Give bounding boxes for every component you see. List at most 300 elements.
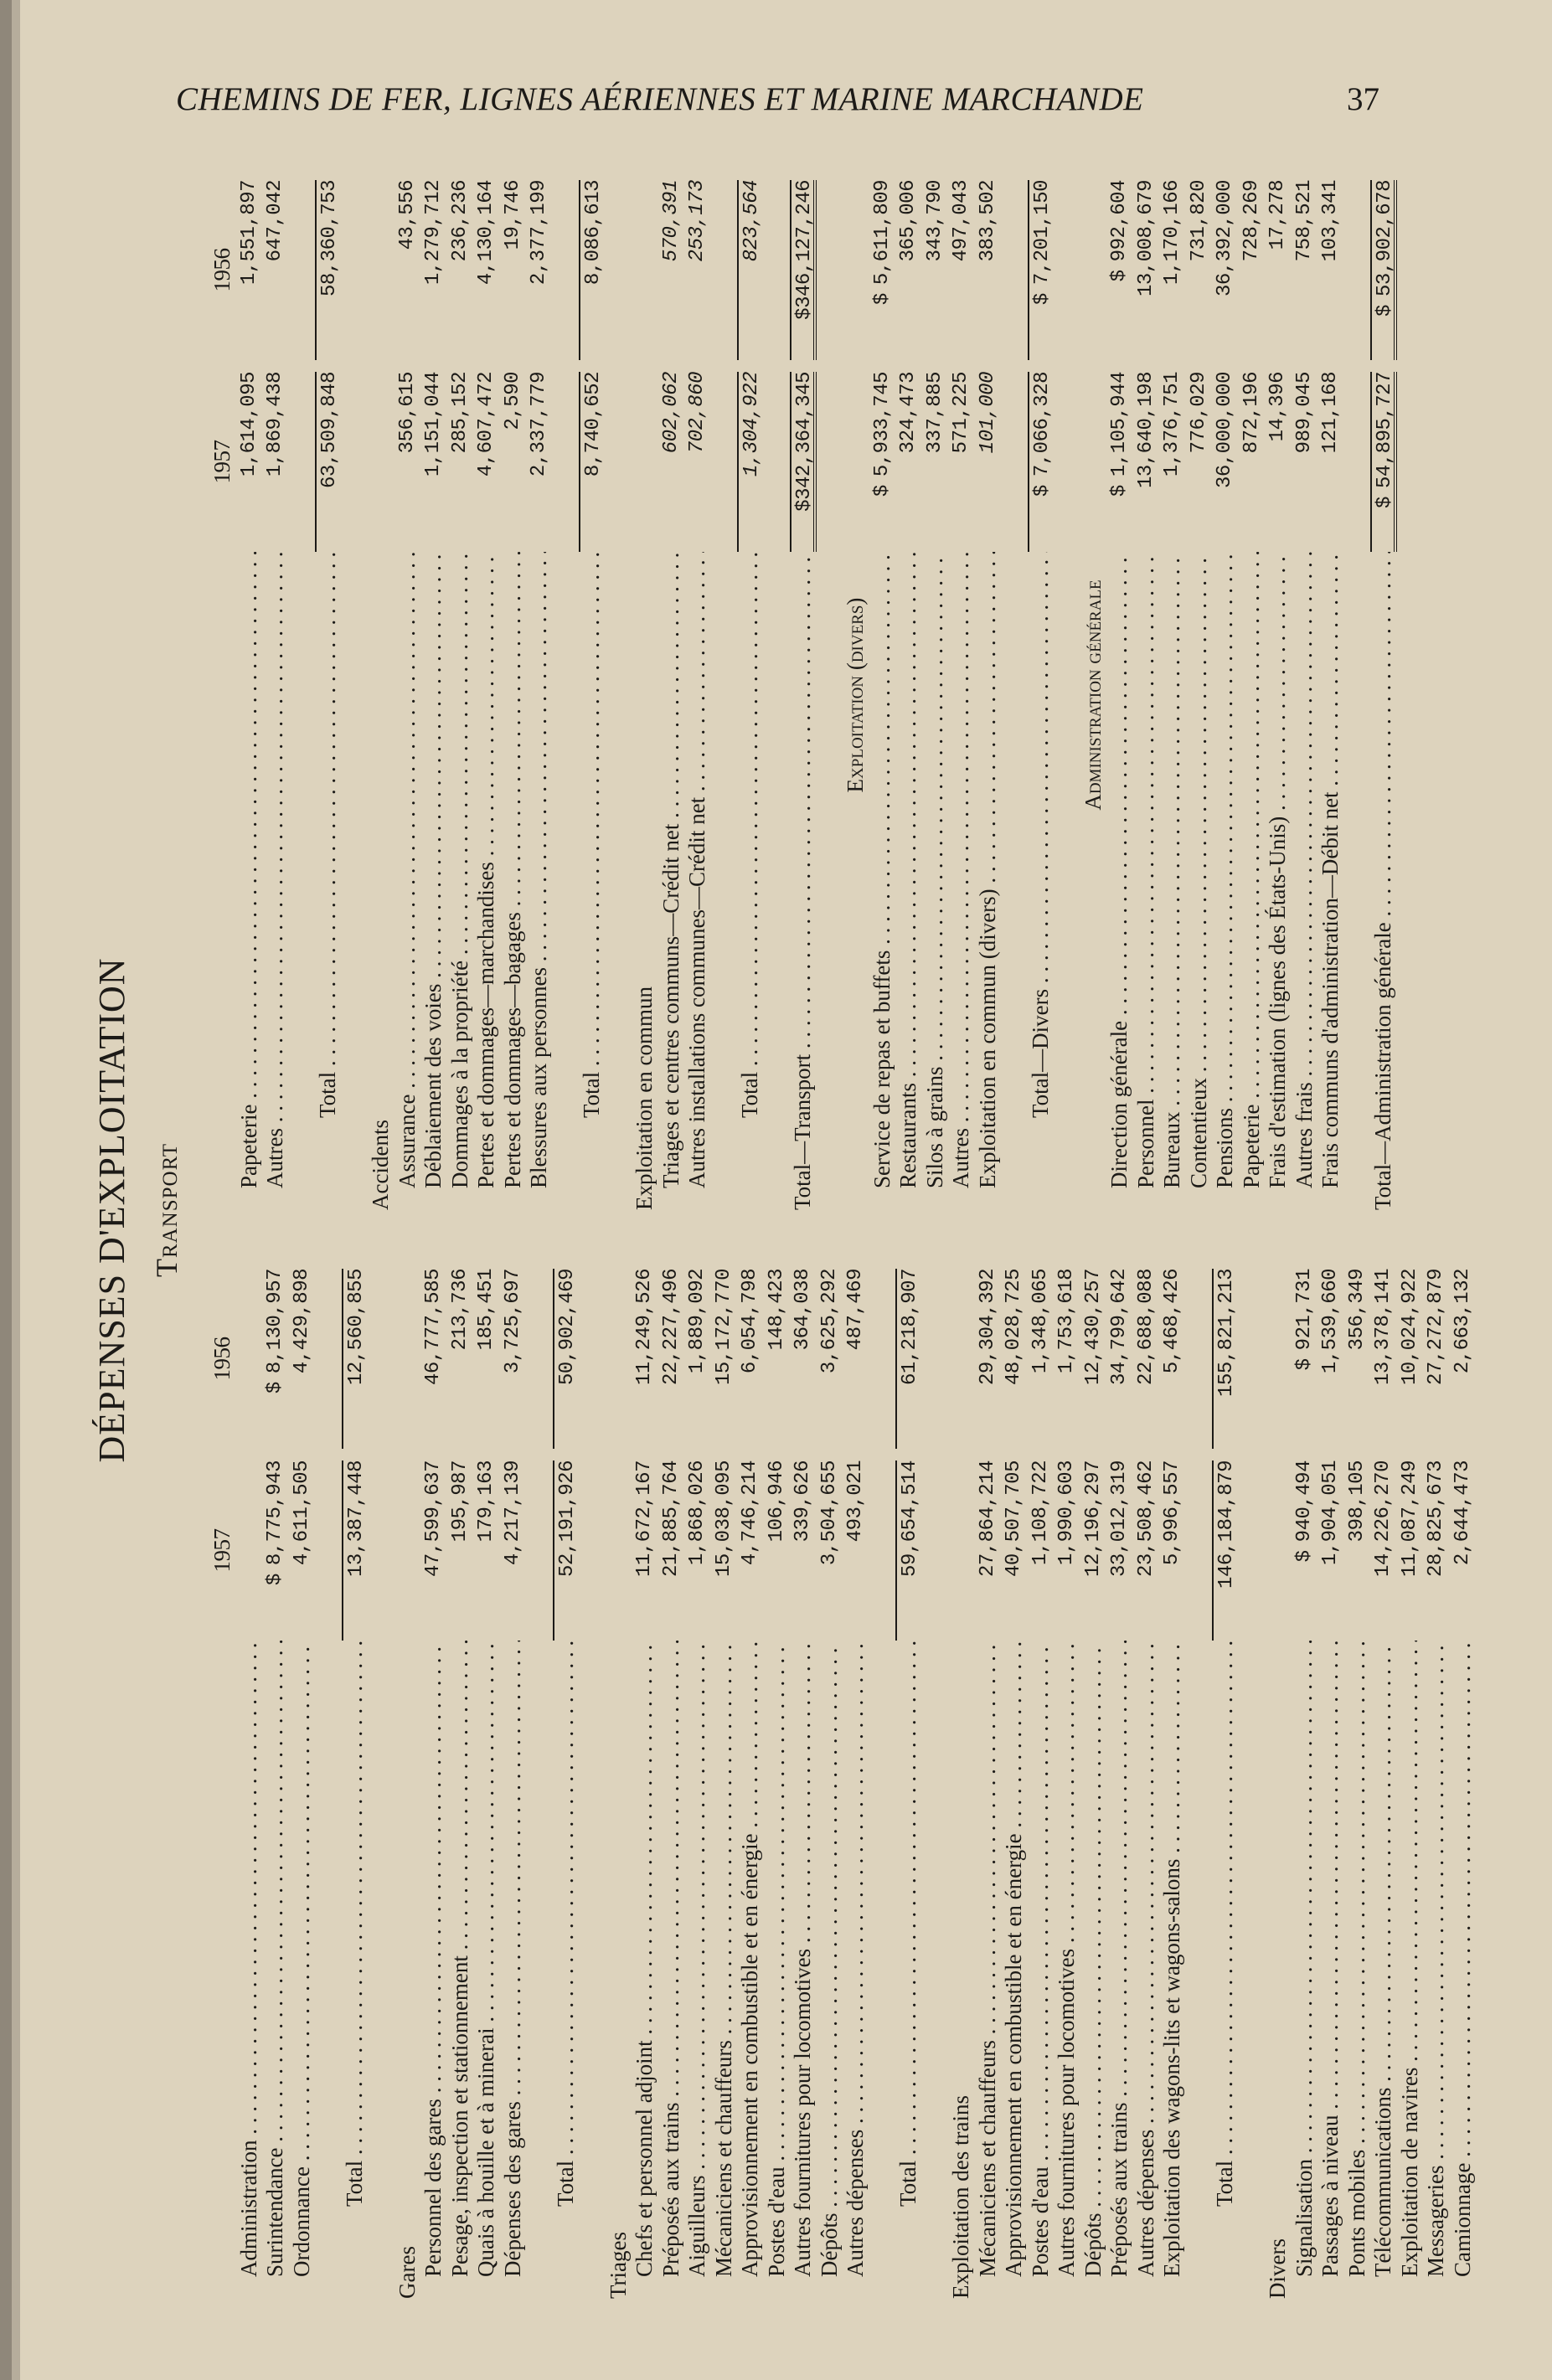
table-row	[420, 180, 447, 1210]
row-spacer	[711, 180, 738, 1210]
value-1956	[1317, 180, 1344, 360]
value-1957	[1106, 1460, 1133, 1641]
amount: 121,168	[1319, 372, 1342, 454]
table-row	[1423, 1269, 1450, 2299]
value-1957	[1344, 1460, 1371, 1641]
table-row	[1397, 1269, 1424, 2299]
value-1957	[922, 372, 949, 552]
table-row	[684, 180, 711, 1210]
row-label: Approvisionnement en combustible et en énergie . . .	[1001, 1641, 1028, 2299]
value-1957	[1133, 372, 1160, 552]
value-1957	[817, 1460, 843, 1641]
table-row	[473, 1269, 500, 2299]
row-label: Ordonnance . . .	[289, 1641, 316, 2299]
amount: 54,895,727	[1374, 372, 1396, 489]
row-label: Autres fournitures pour locomotives . . .	[790, 1641, 817, 2299]
amount: 101,000	[976, 372, 999, 454]
amount: 7,201,150	[1030, 180, 1054, 286]
table-row	[1001, 1269, 1028, 2299]
left-column	[209, 1269, 1476, 2299]
table-row	[473, 180, 500, 1210]
amount: 14,226,270	[1372, 1460, 1395, 1578]
amount: 647,042	[264, 180, 286, 262]
value-1957	[1054, 1460, 1080, 1641]
value-1956	[1239, 180, 1266, 360]
table-row	[500, 1269, 527, 2299]
value-1956	[579, 180, 606, 360]
row-label: Administration générale	[1080, 580, 1106, 811]
value-1956	[843, 1269, 869, 1449]
group-heading	[948, 1269, 975, 2299]
table-row	[764, 1269, 791, 2299]
amount: 1,904,051	[1319, 1460, 1342, 1566]
amount: 6,054,798	[739, 1269, 761, 1374]
amount: 3,625,292	[817, 1269, 841, 1374]
currency-symbol: $	[1030, 293, 1054, 306]
value-1956	[658, 1269, 685, 1449]
table-row	[975, 1269, 1002, 2299]
amount: 1,990,603	[1055, 1460, 1078, 1566]
value-1957	[711, 1460, 738, 1641]
amount: 758,521	[1292, 180, 1316, 262]
row-label: Total—Administration générale . . .	[1370, 552, 1397, 1210]
amount: 324,473	[897, 372, 920, 454]
currency-symbol: $	[1108, 270, 1131, 282]
value-1957	[473, 372, 500, 552]
row-spacer	[342, 180, 369, 1210]
value-1956	[289, 1269, 316, 1449]
total-row	[790, 180, 817, 1210]
row-label: Silos à grains . . .	[922, 552, 949, 1210]
amount: 36,392,000	[1214, 180, 1236, 297]
amount: 1,869,438	[264, 372, 286, 477]
amount: 337,885	[923, 372, 946, 454]
table-row	[262, 1269, 289, 2299]
row-spacer	[817, 180, 843, 1210]
row-label: Total . . .	[579, 552, 606, 1210]
amount: 148,423	[765, 1269, 788, 1351]
row-label: Surintendance . . .	[262, 1641, 289, 2299]
amount: 103,341	[1319, 180, 1342, 262]
row-label: Assurance . . .	[394, 552, 421, 1210]
value-1957	[1028, 372, 1054, 552]
amount: 15,172,770	[712, 1269, 735, 1386]
table-row	[632, 1269, 658, 2299]
row-label: Bureaux . . .	[1159, 552, 1186, 1210]
running-head: CHEMINS DE FER, LIGNES AÉRIENNES ET MARINE MARCHANDE	[176, 81, 1144, 117]
row-spacer	[368, 1269, 394, 2299]
value-1956	[1212, 1269, 1239, 1449]
amount: 59,654,514	[899, 1460, 921, 1578]
value-1957	[1317, 372, 1344, 552]
value-1956	[315, 180, 342, 360]
amount: 398,105	[1345, 1460, 1369, 1543]
amount: 1,151,044	[422, 372, 445, 477]
amount: 63,509,848	[318, 372, 341, 489]
amount: 2,377,199	[528, 180, 550, 286]
page-number: 37	[1347, 81, 1379, 117]
row-label: Frais d'estimation (lignes des États-Unis) . . .	[1265, 552, 1292, 1210]
amount: 365,006	[897, 180, 920, 262]
row-label: Autres installations communes—Crédit net . . .	[684, 552, 711, 1210]
row-label: Postes d'eau . . .	[1028, 1641, 1054, 2299]
value-1956	[711, 1269, 738, 1449]
amount: 872,196	[1240, 372, 1263, 454]
amount: 776,029	[1187, 372, 1210, 454]
value-1957	[1292, 372, 1318, 552]
table-row	[1159, 180, 1186, 1210]
amount: 13,008,679	[1134, 180, 1158, 297]
value-1956	[1397, 1269, 1424, 1449]
row-label: Aiguilleurs . . .	[684, 1641, 711, 2299]
table-title: DÉPENSES D'EXPLOITATION	[91, 957, 132, 1463]
total-row	[895, 1269, 922, 2299]
row-label: Autres . . .	[262, 552, 289, 1210]
amount: 493,021	[844, 1460, 867, 1543]
table-row	[1450, 1269, 1477, 2299]
currency-symbol: $	[1108, 485, 1131, 497]
value-1957	[1001, 1460, 1028, 1641]
amount: 3,504,655	[817, 1460, 841, 1566]
row-label: Total . . .	[895, 1641, 922, 2299]
amount: 2,337,779	[528, 372, 550, 477]
value-1956	[342, 1269, 369, 1449]
row-label: Déblaiement des voies . . .	[420, 552, 447, 1210]
value-1957	[289, 1460, 316, 1641]
amount: $346,127,246	[793, 180, 816, 320]
amount: 155,821,213	[1215, 1269, 1238, 1397]
row-label: Blessures aux personnes . . .	[526, 552, 553, 1210]
section-heading	[843, 180, 869, 1210]
amount: 12,430,257	[1081, 1269, 1105, 1386]
value-1956	[1344, 1269, 1371, 1449]
row-label: Chefs et personnel adjoint . . .	[632, 1641, 658, 2299]
table-row	[948, 180, 975, 1210]
value-1956	[922, 180, 949, 360]
value-1956	[1212, 180, 1239, 360]
row-label: Exploitation en commun	[632, 987, 657, 1210]
table-row	[500, 180, 527, 1210]
row-spacer	[869, 1269, 896, 2299]
value-1956	[1159, 180, 1186, 360]
value-1956	[473, 180, 500, 360]
value-1956	[764, 1269, 791, 1449]
row-label: Exploitation des wagons-lits et wagons-salons . . .	[1159, 1641, 1186, 2299]
amount: 7,066,328	[1030, 372, 1054, 477]
row-spacer	[579, 1269, 606, 2299]
amount: 4,429,898	[290, 1269, 313, 1374]
amount: 53,902,678	[1374, 180, 1396, 297]
row-label: Service de repas et buffets . . .	[869, 552, 896, 1210]
value-1956	[447, 1269, 474, 1449]
amount: 48,028,725	[1003, 1269, 1025, 1386]
row-label: Autres fournitures pour locomotives . . .	[1054, 1641, 1080, 2299]
row-label: Dommages à la propriété . . .	[447, 552, 474, 1210]
row-label: Total—Divers . . .	[1028, 552, 1054, 1210]
row-label: Triages et centres communs—Crédit net . . .	[658, 552, 685, 1210]
value-1956	[1133, 180, 1160, 360]
table-row	[1054, 1269, 1080, 2299]
currency-symbol: $	[1374, 305, 1396, 317]
amount: 12,560,855	[344, 1269, 368, 1386]
row-label: Exploitation (divers)	[843, 597, 868, 793]
amount: 4,607,472	[475, 372, 498, 477]
amount: 989,045	[1292, 372, 1316, 454]
group-heading	[1265, 1269, 1292, 2299]
row-spacer	[1344, 180, 1371, 1210]
value-1957	[420, 1460, 447, 1641]
row-spacer	[1054, 180, 1080, 1210]
row-label: Total—Transport . . .	[790, 552, 817, 1210]
row-label: Postes d'eau . . .	[764, 1641, 791, 2299]
amount: 8,775,943	[264, 1460, 286, 1566]
amount: 571,225	[950, 372, 972, 454]
group-heading	[368, 180, 394, 1210]
table-row	[1080, 1269, 1107, 2299]
table-row	[869, 180, 896, 1210]
row-spacer	[1186, 1269, 1213, 2299]
amount: 19,746	[501, 180, 524, 250]
table-row	[975, 180, 1002, 1210]
amount: 383,502	[976, 180, 999, 262]
row-spacer	[315, 1269, 342, 2299]
value-1957	[1317, 1460, 1344, 1641]
amount: 106,946	[765, 1460, 788, 1543]
row-label: Passages à niveau . . .	[1317, 1641, 1344, 2299]
row-label: Personnel des gares . . .	[420, 1641, 447, 2299]
value-1956	[1028, 180, 1054, 360]
amount: 46,777,585	[422, 1269, 445, 1386]
amount: 47,599,637	[422, 1460, 445, 1578]
total-row	[737, 180, 764, 1210]
value-1957	[1265, 372, 1292, 552]
amount: 343,790	[923, 180, 946, 262]
value-1957	[658, 372, 685, 552]
value-1956	[895, 180, 922, 360]
section-heading	[1080, 180, 1107, 1210]
value-1956	[684, 1269, 711, 1449]
row-label: Dépenses des gares . . .	[500, 1641, 527, 2299]
currency-symbol: $	[264, 1382, 286, 1394]
amount: 195,987	[448, 1460, 472, 1543]
row-label: Total . . .	[737, 552, 764, 1210]
row-label: Frais communs d'administration—Débit net . . .	[1317, 552, 1344, 1210]
value-1957	[737, 1460, 764, 1641]
row-label: Total . . .	[1212, 1641, 1239, 2299]
value-1957	[1106, 372, 1133, 552]
row-label: Exploitation en commun (divers) . . .	[975, 552, 1002, 1210]
amount: 285,152	[448, 372, 472, 454]
currency-symbol: $	[1292, 1550, 1316, 1563]
amount: 702,860	[686, 372, 709, 454]
value-1957	[262, 1460, 289, 1641]
row-label: Pertes et dommages—marchandises . . .	[473, 552, 500, 1210]
value-1957	[895, 372, 922, 552]
currency-symbol: $	[1030, 485, 1054, 497]
row-label: Restaurants . . .	[895, 552, 922, 1210]
right-column	[209, 180, 1397, 1210]
value-1957	[843, 1460, 869, 1641]
value-1957	[236, 1460, 263, 1641]
amount: 179,163	[475, 1460, 498, 1543]
amount: 1,614,095	[237, 372, 260, 477]
row-label: Autres dépenses . . .	[1133, 1641, 1160, 2299]
amount: 5,933,745	[870, 372, 894, 477]
table-row	[1212, 180, 1239, 1210]
value-1956	[790, 180, 817, 360]
total-row	[342, 1269, 369, 2299]
value-1956	[1186, 180, 1213, 360]
amount: 61,218,907	[899, 1269, 921, 1386]
header-year-1957: 1957	[209, 440, 235, 484]
column-header	[209, 180, 236, 1210]
row-label: Quais à houille et à minerai . . .	[473, 1641, 500, 2299]
row-label: Gares	[394, 2246, 420, 2299]
row-spacer	[1239, 1269, 1266, 2299]
currency-symbol: $	[264, 1574, 286, 1586]
row-label: Exploitation de navires . . .	[1397, 1641, 1424, 2299]
amount: 4,611,505	[290, 1460, 313, 1566]
row-label: Dépôts . . .	[817, 1641, 843, 2299]
left-table-body	[236, 1269, 1477, 2299]
row-label: Exploitation des trains	[948, 2095, 973, 2299]
amount: 213,736	[448, 1269, 472, 1351]
amount: 364,038	[791, 1269, 814, 1351]
amount: 728,269	[1240, 180, 1263, 262]
value-1956	[500, 1269, 527, 1449]
row-spacer	[1001, 180, 1028, 1210]
amount: 1,304,922	[740, 372, 763, 477]
table-row	[1370, 1269, 1397, 2299]
amount: 36,000,000	[1214, 372, 1236, 489]
value-1956	[658, 180, 685, 360]
value-1956	[1370, 1269, 1397, 1449]
value-1956	[262, 180, 289, 360]
row-label: Total . . .	[342, 1641, 369, 2299]
value-1957	[1028, 1460, 1054, 1641]
amount: 236,236	[448, 180, 472, 262]
value-1956	[447, 180, 474, 360]
value-1957	[1239, 372, 1266, 552]
amount: 1,753,618	[1055, 1269, 1078, 1374]
amount: 23,508,462	[1134, 1460, 1158, 1578]
amount: 921,731	[1292, 1269, 1316, 1351]
value-1956	[737, 1269, 764, 1449]
row-spacer	[922, 1269, 949, 2299]
value-1956	[737, 180, 764, 360]
row-label: Accidents	[368, 1120, 393, 1210]
value-1957	[1423, 1460, 1450, 1641]
value-1956	[1292, 180, 1318, 360]
table-row	[447, 180, 474, 1210]
value-1956	[869, 180, 896, 360]
amount: 1,348,065	[1029, 1269, 1052, 1374]
table-row	[262, 180, 289, 1210]
amount: 5,996,557	[1161, 1460, 1183, 1566]
value-1957	[1159, 1460, 1186, 1641]
table-row	[843, 1269, 869, 2299]
group-heading	[394, 1269, 421, 2299]
value-1956	[1106, 180, 1133, 360]
total-row	[1212, 1269, 1239, 2299]
amount: 2,644,473	[1451, 1460, 1474, 1566]
group-heading	[632, 180, 658, 1210]
value-1957	[1080, 1460, 1107, 1641]
row-spacer	[606, 180, 632, 1210]
amount: 8,130,957	[264, 1269, 286, 1374]
value-1957	[1159, 372, 1186, 552]
amount: 27,864,214	[976, 1460, 999, 1578]
row-spacer	[553, 180, 580, 1210]
amount: $342,364,345	[793, 372, 816, 512]
table-row	[1133, 180, 1160, 1210]
table-row	[817, 1269, 843, 2299]
amount: 10,024,922	[1398, 1269, 1421, 1386]
amount: 339,626	[791, 1460, 814, 1543]
value-1957	[262, 372, 289, 552]
right-table-body	[236, 180, 1397, 1210]
row-label: Pensions . . .	[1212, 552, 1239, 1210]
value-1956	[790, 1269, 817, 1449]
value-1957	[1450, 1460, 1477, 1641]
amount: 146,184,879	[1215, 1460, 1238, 1589]
amount: 50,902,469	[555, 1269, 579, 1386]
page-binding-edge	[0, 0, 12, 2380]
table-row	[526, 180, 553, 1210]
value-1957	[394, 372, 421, 552]
amount: 1,539,660	[1319, 1269, 1342, 1374]
amount: 43,556	[395, 180, 419, 250]
value-1957	[764, 1460, 791, 1641]
amount: 2,590	[501, 372, 524, 430]
value-1956	[632, 1269, 658, 1449]
amount: 13,387,448	[344, 1460, 368, 1578]
amount: 12,196,297	[1081, 1460, 1105, 1578]
row-spacer	[764, 180, 791, 1210]
total-row	[1370, 180, 1397, 1210]
table-row	[1265, 180, 1292, 1210]
value-1956	[948, 180, 975, 360]
row-label: Divers	[1265, 2238, 1290, 2299]
value-1956	[1001, 1269, 1028, 1449]
rotated-table-page	[84, 121, 1508, 2299]
value-1956	[1317, 1269, 1344, 1449]
amount: 992,604	[1108, 180, 1131, 262]
value-1956	[684, 180, 711, 360]
value-1956	[1292, 1269, 1318, 1449]
value-1956	[1450, 1269, 1477, 1449]
value-1957	[632, 1460, 658, 1641]
currency-symbol: $	[870, 293, 894, 306]
total-row	[1028, 180, 1054, 1210]
table-row	[1106, 180, 1133, 1210]
table-row	[236, 1269, 263, 2299]
amount: 33,012,319	[1108, 1460, 1131, 1578]
table-row	[1239, 180, 1266, 1210]
amount: 3,725,697	[501, 1269, 524, 1374]
row-label: Administration . . .	[236, 1641, 263, 2299]
amount: 4,130,164	[475, 180, 498, 286]
value-1956	[1133, 1269, 1160, 1449]
value-1957	[684, 1460, 711, 1641]
value-1956	[1054, 1269, 1080, 1449]
row-label: Pesage, inspection et stationnement . . .	[447, 1641, 474, 2299]
value-1957	[1186, 372, 1213, 552]
amount: 253,173	[686, 180, 709, 262]
value-1957	[790, 372, 817, 552]
table-row	[1159, 1269, 1186, 2299]
value-1956	[500, 180, 527, 360]
